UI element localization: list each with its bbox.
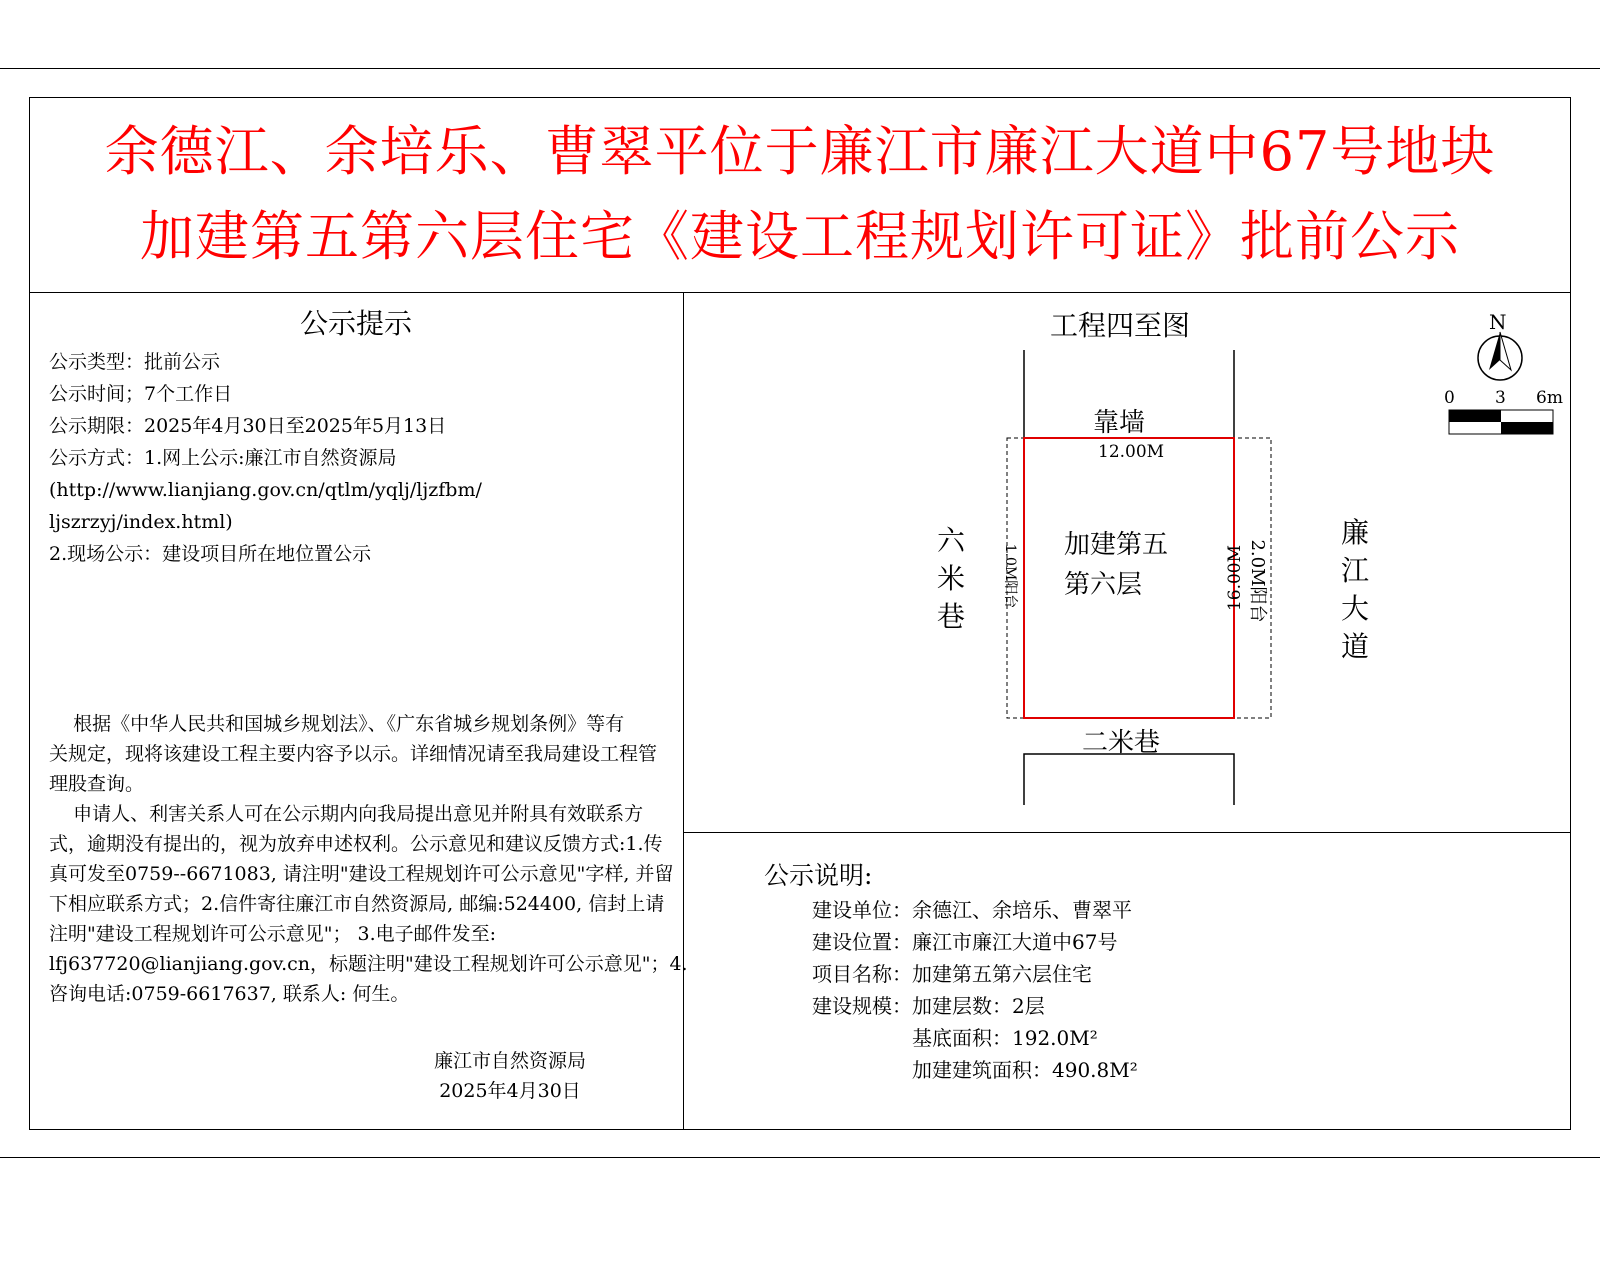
description-heading: 公示说明: bbox=[764, 861, 873, 890]
right-divider bbox=[683, 832, 1571, 833]
notice-method-online: 公示方式：1.网上公示:廉江市自然资源局 bbox=[49, 447, 397, 469]
notice-period: 公示期限：2025年4月30日至2025年5月13日 bbox=[49, 415, 447, 437]
desc-unit: 建设单位：余德江、余培乐、曹翠平 bbox=[812, 898, 1132, 922]
scale-label-3: 3 bbox=[1495, 388, 1506, 408]
signer: 廉江市自然资源局 bbox=[433, 1050, 586, 1072]
paragraph-line: 下相应联系方式；2.信件寄往廉江市自然资源局, 邮编:524400, 信封上请 bbox=[49, 893, 665, 915]
paragraph-line: lfj637720@lianjiang.gov.cn，标题注明"建设工程规划许可公示意见"；4. bbox=[49, 953, 688, 975]
south-road-label: 二米巷 bbox=[1082, 728, 1161, 758]
paragraph-line: 理股查询。 bbox=[49, 773, 145, 795]
west-road-label: 六米巷 bbox=[936, 524, 965, 633]
scale-bar bbox=[1449, 410, 1553, 434]
paragraph-line: 式，逾期没有提出的，视为放弃申述权利。公示意见和建议反馈方式:1.传 bbox=[49, 833, 663, 855]
building-label-2: 第六层 bbox=[1064, 570, 1143, 600]
north-arrow-icon bbox=[1478, 332, 1522, 380]
north-side-label: 靠墙 bbox=[1093, 408, 1146, 438]
paragraph-line: 关规定，现将该建设工程主要内容予以示。详细情况请至我局建设工程管 bbox=[49, 743, 658, 765]
paragraph-line: 根据《中华人民共和国城乡规划法》、《广东省城乡规划条例》等有 bbox=[49, 713, 625, 735]
desc-scale: 建设规模：加建层数：2层 bbox=[812, 994, 1045, 1018]
notice-heading: 公示提示 bbox=[299, 307, 412, 340]
paragraph-line: 咨询电话:0759-6617637, 联系人: 何生。 bbox=[49, 983, 410, 1005]
title-line-1: 余德江、余培乐、曹翠平位于廉江市廉江大道中67号地块 bbox=[104, 120, 1496, 183]
notice-method-site: 2.现场公示：建设项目所在地位置公示 bbox=[49, 543, 372, 565]
notice-url-1: (http://www.lianjiang.gov.cn/qtlm/yqlj/ljzfbm/ bbox=[49, 479, 482, 501]
scale-label-0: 0 bbox=[1444, 388, 1455, 408]
top-dimension: 12.00M bbox=[1098, 442, 1165, 462]
right-dimension: 16.00M bbox=[1225, 544, 1245, 612]
desc-location: 建设位置：廉江市廉江大道中67号 bbox=[812, 930, 1118, 954]
desc-build-area: 加建建筑面积：490.8M² bbox=[912, 1058, 1138, 1082]
notice-url-2: ljszrzyj/index.html) bbox=[49, 511, 233, 533]
building-label-1: 加建第五 bbox=[1064, 530, 1169, 560]
right-balcony-label: 2.0M阳台 bbox=[1247, 539, 1268, 623]
left-balcony-label: 1.0M阳台 bbox=[1002, 543, 1018, 609]
south-structure bbox=[1024, 754, 1234, 805]
paragraph-line: 真可发至0759--6671083, 请注明"建设工程规划许可公示意见"字样, 并留 bbox=[49, 863, 674, 885]
north-label: N bbox=[1489, 310, 1507, 334]
notice-time: 公示时间；7个工作日 bbox=[49, 383, 233, 405]
sign-date: 2025年4月30日 bbox=[439, 1080, 581, 1102]
notice-type: 公示类型：批前公示 bbox=[49, 351, 221, 373]
east-road-label: 廉江大道 bbox=[1340, 516, 1369, 663]
paragraph-line: 申请人、利害关系人可在公示期内向我局提出意见并附具有效联系方 bbox=[49, 803, 644, 825]
scale-label-6: 6m bbox=[1536, 388, 1563, 408]
desc-project: 项目名称：加建第五第六层住宅 bbox=[812, 962, 1092, 986]
paragraph-line: 注明"建设工程规划许可公示意见"； 3.电子邮件发至: bbox=[49, 923, 497, 945]
map-heading: 工程四至图 bbox=[1049, 309, 1190, 342]
title-line-2: 加建第五第六层住宅《建设工程规划许可证》批前公示 bbox=[140, 205, 1460, 268]
desc-base-area: 基底面积：192.0M² bbox=[912, 1026, 1098, 1050]
